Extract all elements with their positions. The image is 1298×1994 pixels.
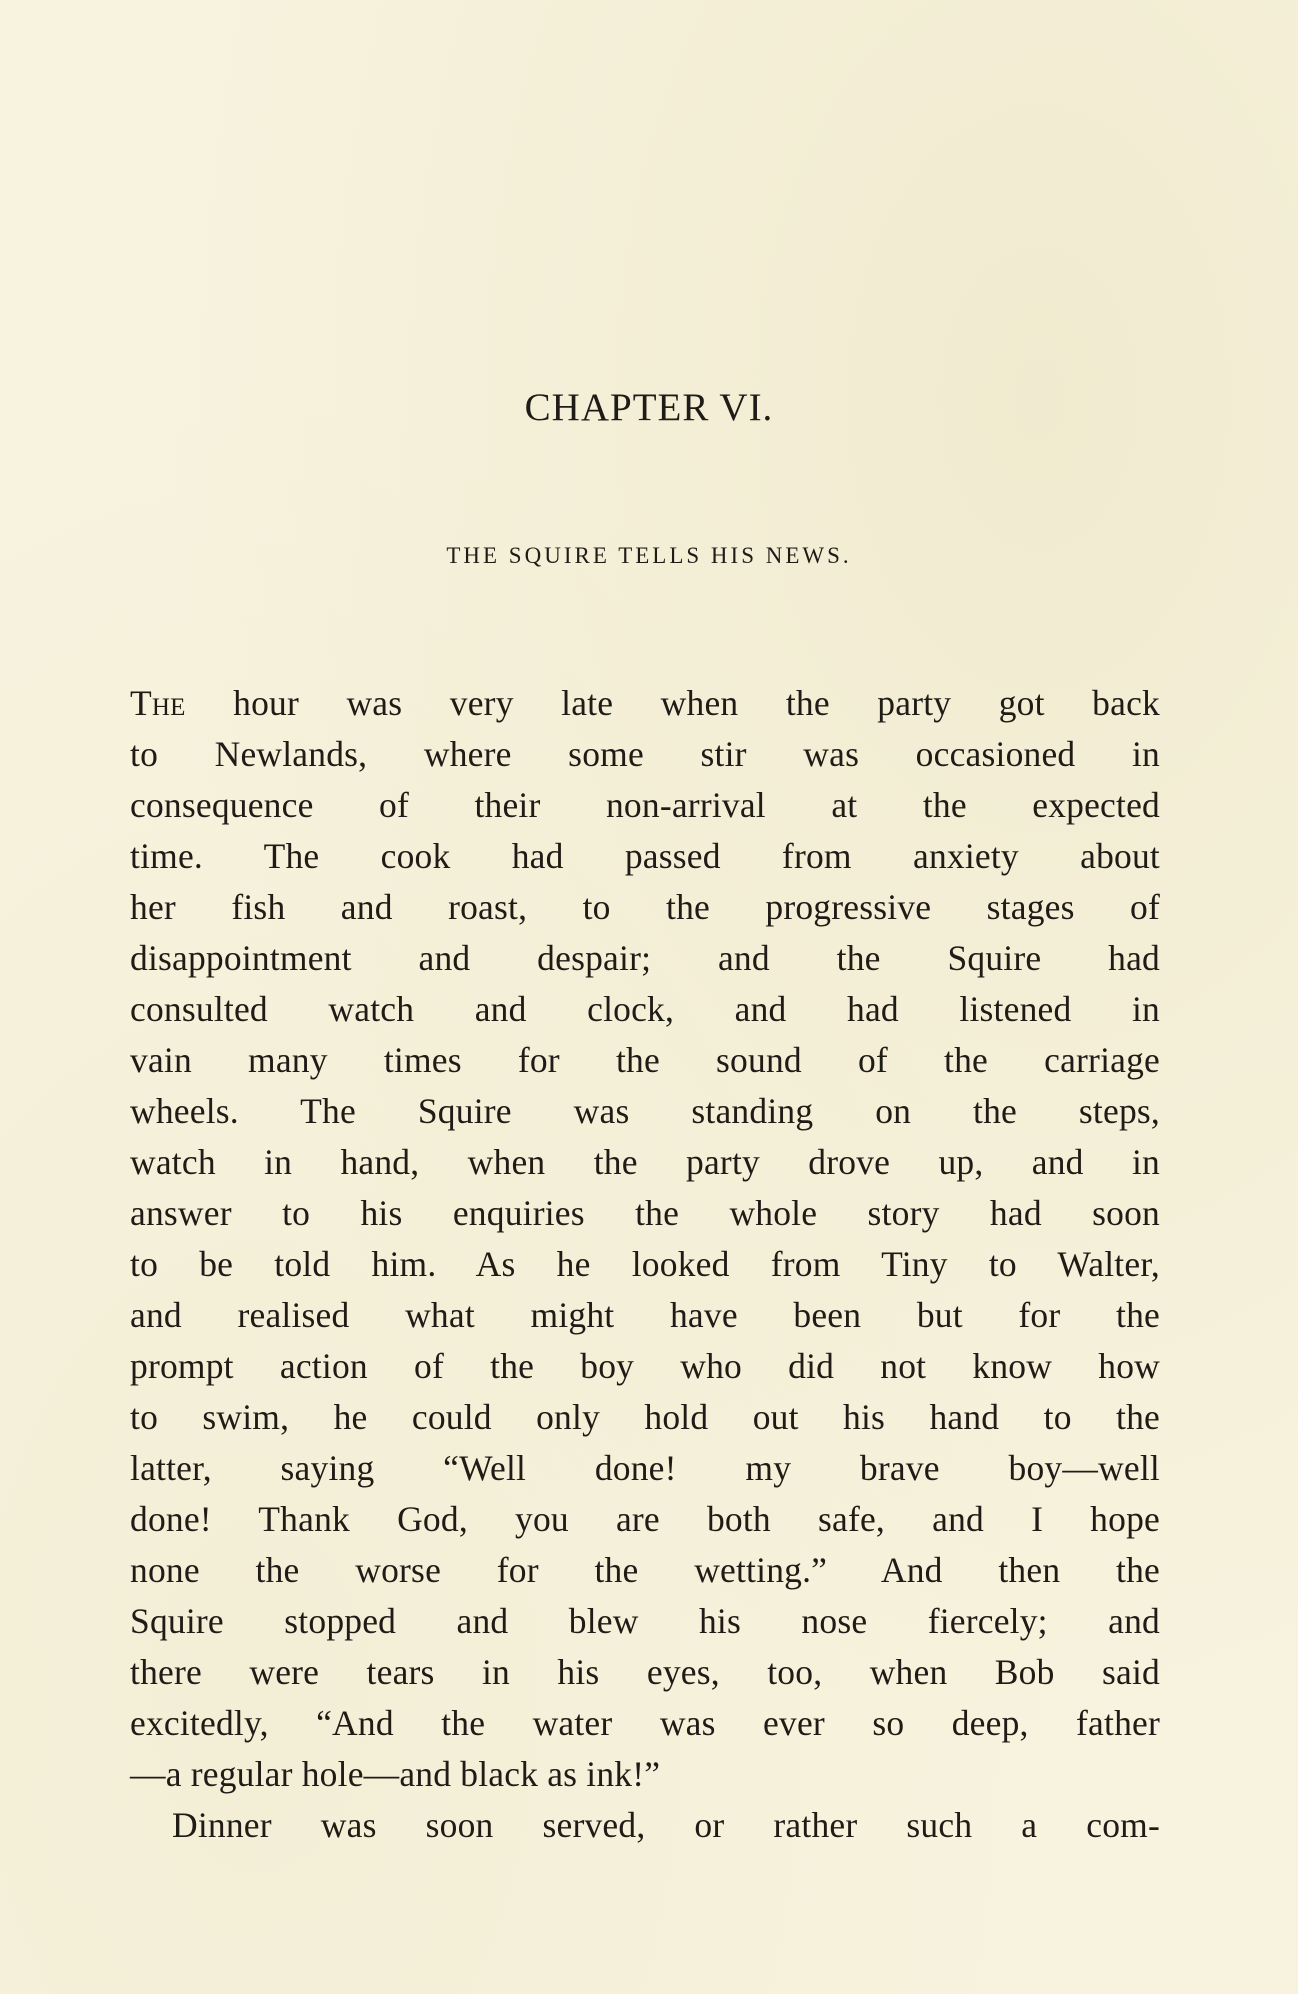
text-line: latter, saying “Well done! my brave boy—well bbox=[130, 1448, 1160, 1488]
text-line: and realised what might have been but for the bbox=[130, 1295, 1160, 1335]
text-line: prompt action of the boy who did not know how bbox=[130, 1346, 1160, 1386]
text-line: answer to his enquiries the whole story had soon bbox=[130, 1193, 1160, 1233]
text-line: to swim, he could only hold out his hand to the bbox=[130, 1397, 1160, 1437]
text-line: Squire stopped and blew his nose fiercely; and bbox=[130, 1601, 1160, 1641]
text-line: there were tears in his eyes, too, when Bob said bbox=[130, 1652, 1160, 1692]
text-line: consequence of their non-arrival at the expected bbox=[130, 785, 1160, 825]
text-line: to Newlands, where some stir was occasioned in bbox=[130, 734, 1160, 774]
text-line: done! Thank God, you are both safe, and I hope bbox=[130, 1499, 1160, 1539]
text-line: Dinner was soon served, or rather such a com- bbox=[172, 1805, 1160, 1845]
text-line: vain many times for the sound of the carriage bbox=[130, 1040, 1160, 1080]
text-line: disappointment and despair; and the Squire had bbox=[130, 938, 1160, 978]
text-line: time. The cook had passed from anxiety about bbox=[130, 836, 1160, 876]
text-line: wheels. The Squire was standing on the steps, bbox=[130, 1091, 1160, 1131]
text-line: consulted watch and clock, and had listened in bbox=[130, 989, 1160, 1029]
text-line: to be told him. As he looked from Tiny to Walter, bbox=[130, 1244, 1160, 1284]
chapter-subtitle: THE SQUIRE TELLS HIS NEWS. bbox=[446, 543, 852, 568]
text-line: The hour was very late when the party got back bbox=[130, 683, 1160, 723]
text-line: none the worse for the wetting.” And then the bbox=[130, 1550, 1160, 1590]
text-line: excitedly, “And the water was ever so deep, father bbox=[130, 1703, 1160, 1743]
text-line: —a regular hole—and black as ink!” bbox=[130, 1754, 661, 1794]
text-line: watch in hand, when the party drove up, and in bbox=[130, 1142, 1160, 1182]
body-text bbox=[130, 678, 1160, 1851]
chapter-title: CHAPTER VI. bbox=[524, 386, 774, 429]
text-line: her fish and roast, to the progressive stages of bbox=[130, 887, 1160, 927]
drop-word: The bbox=[130, 683, 186, 723]
